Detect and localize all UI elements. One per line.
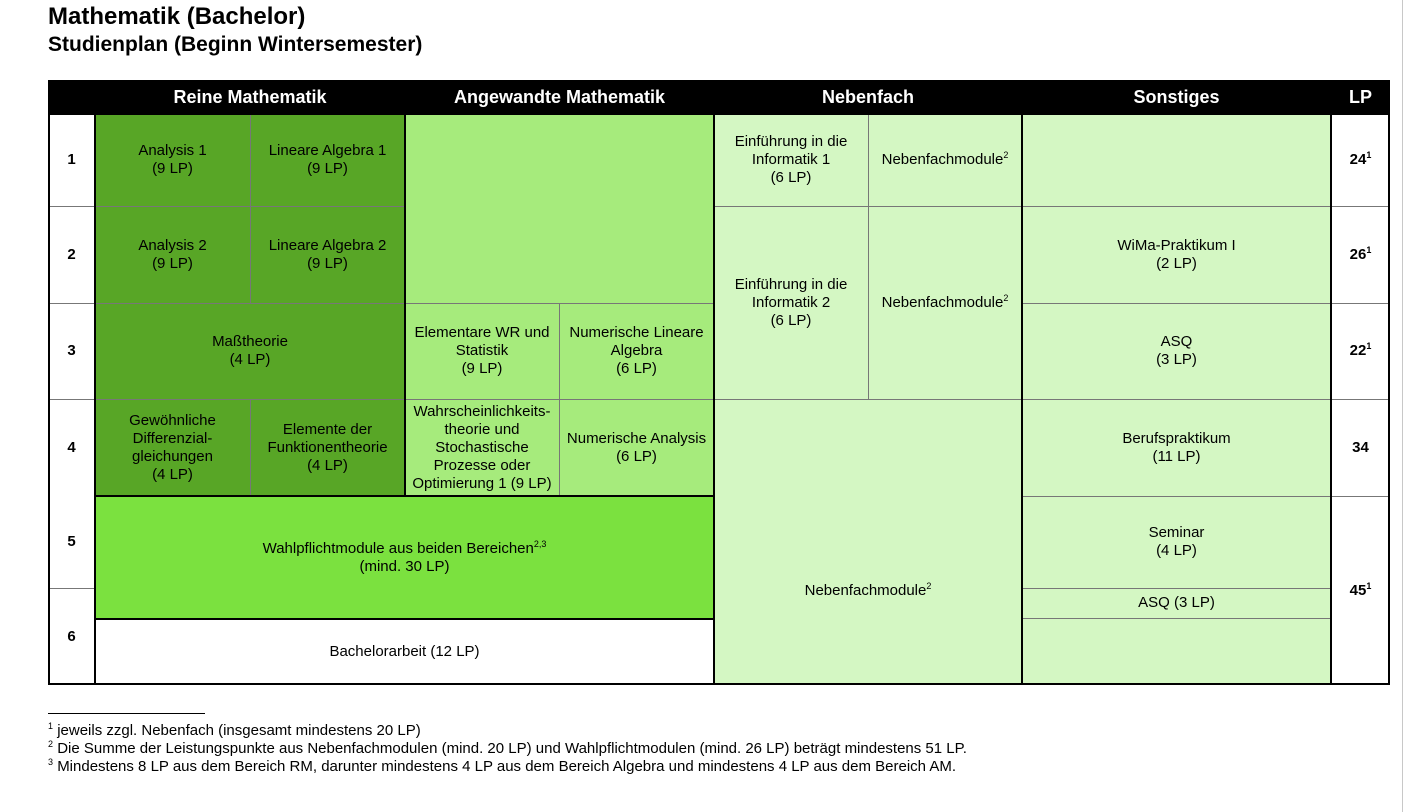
header-reine-mathematik: Reine Mathematik bbox=[95, 80, 405, 114]
semester-label: 4 bbox=[48, 399, 95, 496]
lp-total-s4: 34 bbox=[1331, 399, 1390, 496]
sonstiges-empty-s1 bbox=[1022, 114, 1331, 206]
module-wahrscheinlichkeitstheorie: Wahrscheinlichkeits- theorie und Stochastische Prozesse oder Optimierung 1 (9 LP) bbox=[405, 399, 559, 496]
module-numerische-lineare-algebra: Numerische Lineare Algebra (6 LP) bbox=[559, 303, 714, 399]
grid-line bbox=[1022, 206, 1390, 207]
module-funktionentheorie: Elemente der Funktionentheorie (4 LP) bbox=[250, 399, 405, 496]
header-angewandte-mathematik: Angewandte Mathematik bbox=[405, 80, 714, 114]
header-nebenfach: Nebenfach bbox=[714, 80, 1022, 114]
semester-label: 5 bbox=[48, 496, 95, 588]
module-informatik-2: Einführung in die Informatik 2 (6 LP) bbox=[714, 206, 868, 399]
grid-line bbox=[1022, 618, 1331, 619]
border-line bbox=[94, 80, 96, 685]
semester-label: 1 bbox=[48, 114, 95, 206]
lp-total-s1: $24^1$ bbox=[1331, 114, 1390, 206]
grid-line bbox=[559, 303, 560, 496]
grid-line bbox=[1022, 303, 1390, 304]
grid-line bbox=[48, 206, 405, 207]
border-line bbox=[1021, 80, 1023, 685]
border-line bbox=[95, 495, 714, 497]
lp-total-s56: $45^1$ bbox=[1331, 496, 1390, 685]
grid-line bbox=[48, 588, 95, 589]
border-line bbox=[713, 80, 715, 685]
border-line bbox=[48, 80, 1390, 82]
module-asq-s6: ASQ (3 LP) bbox=[1022, 588, 1331, 618]
border-line bbox=[1330, 80, 1332, 685]
module-informatik-1: Einführung in die Informatik 1 (6 LP) bbox=[714, 114, 868, 206]
module-elementare-wr: Elementare WR und Statistik (9 LP) bbox=[405, 303, 559, 399]
border-line bbox=[1388, 80, 1390, 685]
border-line bbox=[48, 113, 1390, 115]
semester-label: 3 bbox=[48, 303, 95, 399]
grid-line bbox=[1022, 399, 1390, 400]
module-nebenfachmodule-s56: Nebenfachmodule$^2$ bbox=[714, 496, 1022, 685]
semester-label: 2 bbox=[48, 206, 95, 303]
page-title: Mathematik (Bachelor) bbox=[48, 3, 306, 30]
footnote: $^2$ Die Summe der Leistungspunkte aus Nebenfachmodulen (mind. 20 LP) und Wahlpflichtmodulen (mind. 26 LP) beträgt mindestens 51 LP. bbox=[48, 739, 967, 757]
module-nebenfachmodule-s1: Nebenfachmodule$^2$ bbox=[868, 114, 1022, 206]
grid-line bbox=[868, 114, 869, 399]
footnote: $^1$ jeweils zzgl. Nebenfach (insgesamt mindestens 20 LP) bbox=[48, 721, 421, 739]
grid-line bbox=[1022, 496, 1390, 497]
module-analysis-1: Analysis 1 (9 LP) bbox=[95, 114, 250, 206]
border-line bbox=[48, 80, 50, 685]
semester-label: 6 bbox=[48, 588, 95, 685]
module-numerische-analysis: Numerische Analysis (6 LP) bbox=[559, 399, 714, 496]
grid-line bbox=[250, 399, 251, 496]
study-plan-table bbox=[48, 80, 1390, 685]
module-asq-s3: ASQ (3 LP) bbox=[1022, 303, 1331, 399]
grid-line bbox=[48, 399, 405, 400]
header-sonstiges: Sonstiges bbox=[1022, 80, 1331, 114]
page-edge-rule bbox=[1402, 0, 1403, 812]
grid-line bbox=[48, 303, 405, 304]
lp-total-s3: $22^1$ bbox=[1331, 303, 1390, 399]
border-line bbox=[48, 683, 1390, 685]
footnote-divider bbox=[48, 713, 205, 714]
sonstiges-empty-s6 bbox=[1022, 618, 1331, 685]
module-analysis-2: Analysis 2 (9 LP) bbox=[95, 206, 250, 303]
grid-line bbox=[250, 114, 251, 303]
footnote: $^3$ Mindestens 8 LP aus dem Bereich RM, darunter mindestens 4 LP aus dem Bereich Algebra und mindestens 4 LP aus dem Bereich AM. bbox=[48, 757, 957, 775]
page-subtitle: Studienplan (Beginn Wintersemester) bbox=[48, 33, 423, 56]
nebenfach-empty-s4 bbox=[714, 399, 1022, 496]
module-seminar: Seminar (4 LP) bbox=[1022, 496, 1331, 588]
border-line bbox=[404, 80, 406, 496]
module-wahlpflicht: Wahlpflichtmodule aus beiden Bereichen$^{2,3}$ (mind. 30 LP) bbox=[95, 496, 714, 619]
grid-line bbox=[714, 399, 1022, 400]
module-berufspraktikum: Berufspraktikum (11 LP) bbox=[1022, 399, 1331, 496]
module-wima-praktikum: WiMa-Praktikum I (2 LP) bbox=[1022, 206, 1331, 303]
module-bachelorarbeit: Bachelorarbeit (12 LP) bbox=[95, 619, 714, 685]
module-lineare-algebra-1: Lineare Algebra 1 (9 LP) bbox=[250, 114, 405, 206]
module-masstheorie: Maßtheorie (4 LP) bbox=[95, 303, 405, 399]
border-line bbox=[95, 618, 714, 620]
module-lineare-algebra-2: Lineare Algebra 2 (9 LP) bbox=[250, 206, 405, 303]
header-corner bbox=[48, 80, 95, 114]
angewandte-empty-block bbox=[405, 114, 714, 303]
module-gewoehnliche-dgl: Gewöhnliche Differenzial- gleichungen (4 LP) bbox=[95, 399, 250, 496]
module-nebenfachmodule-s23: Nebenfachmodule$^2$ bbox=[868, 206, 1022, 399]
lp-total-s2: $26^1$ bbox=[1331, 206, 1390, 303]
header-lp: LP bbox=[1331, 80, 1390, 114]
grid-line bbox=[1022, 588, 1331, 589]
